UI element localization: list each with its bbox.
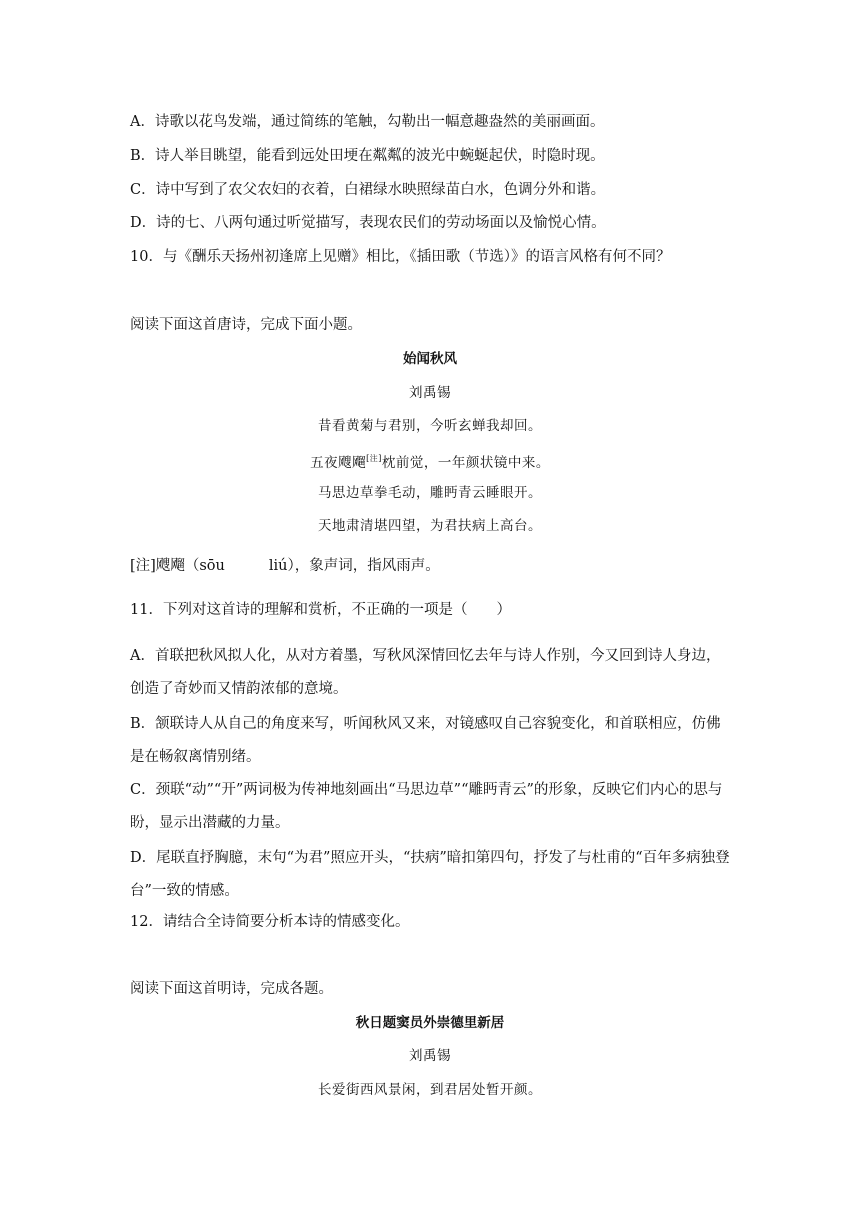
section2-intro: 阅读下面这首唐诗，完成下面小题。 bbox=[130, 317, 362, 333]
q11-option-a: A．首联把秋风拟人化，从对方着墨，写秋风深情回忆去年与诗人作别，今又回到诗人身边，创造了奇妙而又情韵浓郁的意境。 bbox=[130, 648, 721, 697]
option-c: C．诗中写到了农父农妇的衣着，白裙绿水映照绿苗白水，色调分外和谐。 bbox=[130, 182, 606, 198]
poem2-title: 秋日题窦员外崇德里新居 bbox=[355, 1015, 505, 1031]
poem-line-4: 天地肃清堪四望，为君扶病上高台。 bbox=[318, 518, 542, 534]
poem-line-2 bbox=[0, 449, 860, 473]
section3-intro: 阅读下面这首明诗，完成各题。 bbox=[130, 981, 333, 997]
poem-line-1: 昔看黄菊与君别，今听玄蝉我却回。 bbox=[318, 418, 542, 434]
poem-line-2-part-a: 五夜飕飗 bbox=[310, 455, 367, 471]
poem-title: 始闻秋风 bbox=[403, 351, 457, 367]
q11-option-d: D．尾联直抒胸臆，末句“为君”照应开头，“扶病”暗扣第四句，抒发了与杜甫的“百年多病独登台”一致的情感。 bbox=[130, 850, 730, 899]
question-12: 12．请结合全诗简要分析本诗的情感变化。 bbox=[130, 914, 410, 930]
option-d: D．诗的七、八两句通过听觉描写，表现农民们的劳动场面以及愉悦心情。 bbox=[130, 215, 606, 231]
footnote-marker: [注] bbox=[366, 454, 382, 463]
option-a: A．诗歌以花鸟发端，通过简练的笔触，勾勒出一幅意趣盎然的美丽画面。 bbox=[130, 114, 605, 130]
poem-line-2-part-b: 枕前觉，一年颜状镜中来。 bbox=[381, 455, 550, 471]
question-10: 10．与《酬乐天扬州初逢席上见赠》相比，《插田歌（节选）》的语言风格有何不同？ bbox=[130, 249, 671, 265]
question-11: 11．下列对这首诗的理解和赏析，不正确的一项是（ ） bbox=[130, 602, 511, 618]
annotation-part-a: [注]飕飗（sōu bbox=[130, 558, 225, 574]
option-b: B．诗人举目眺望，能看到远处田埂在粼粼的波光中蜿蜒起伏，时隐时现。 bbox=[130, 148, 605, 164]
annotation-part-b: liú），象声词，指风雨声。 bbox=[268, 558, 440, 574]
q11-option-b: B．颔联诗人从自己的角度来写，听闻秋风又来，对镜感叹自己容貌变化，和首联相应，仿佛是在畅叙离情别绪。 bbox=[130, 716, 721, 765]
annotation bbox=[130, 556, 730, 576]
poem-line-3: 马思边草拳毛动，雕眄青云睡眼开。 bbox=[318, 485, 542, 501]
poem2-line-1: 长爱街西风景闲，到君居处暂开颜。 bbox=[318, 1082, 542, 1098]
poem-author: 刘禹锡 bbox=[409, 385, 451, 401]
q11-option-c: C．颈联“动”“开”两词极为传神地刻画出“马思边草”“雕眄青云”的形象，反映它们内心的思与盼，显示出潜藏的力量。 bbox=[130, 782, 723, 831]
poem2-author: 刘禹锡 bbox=[409, 1048, 451, 1064]
